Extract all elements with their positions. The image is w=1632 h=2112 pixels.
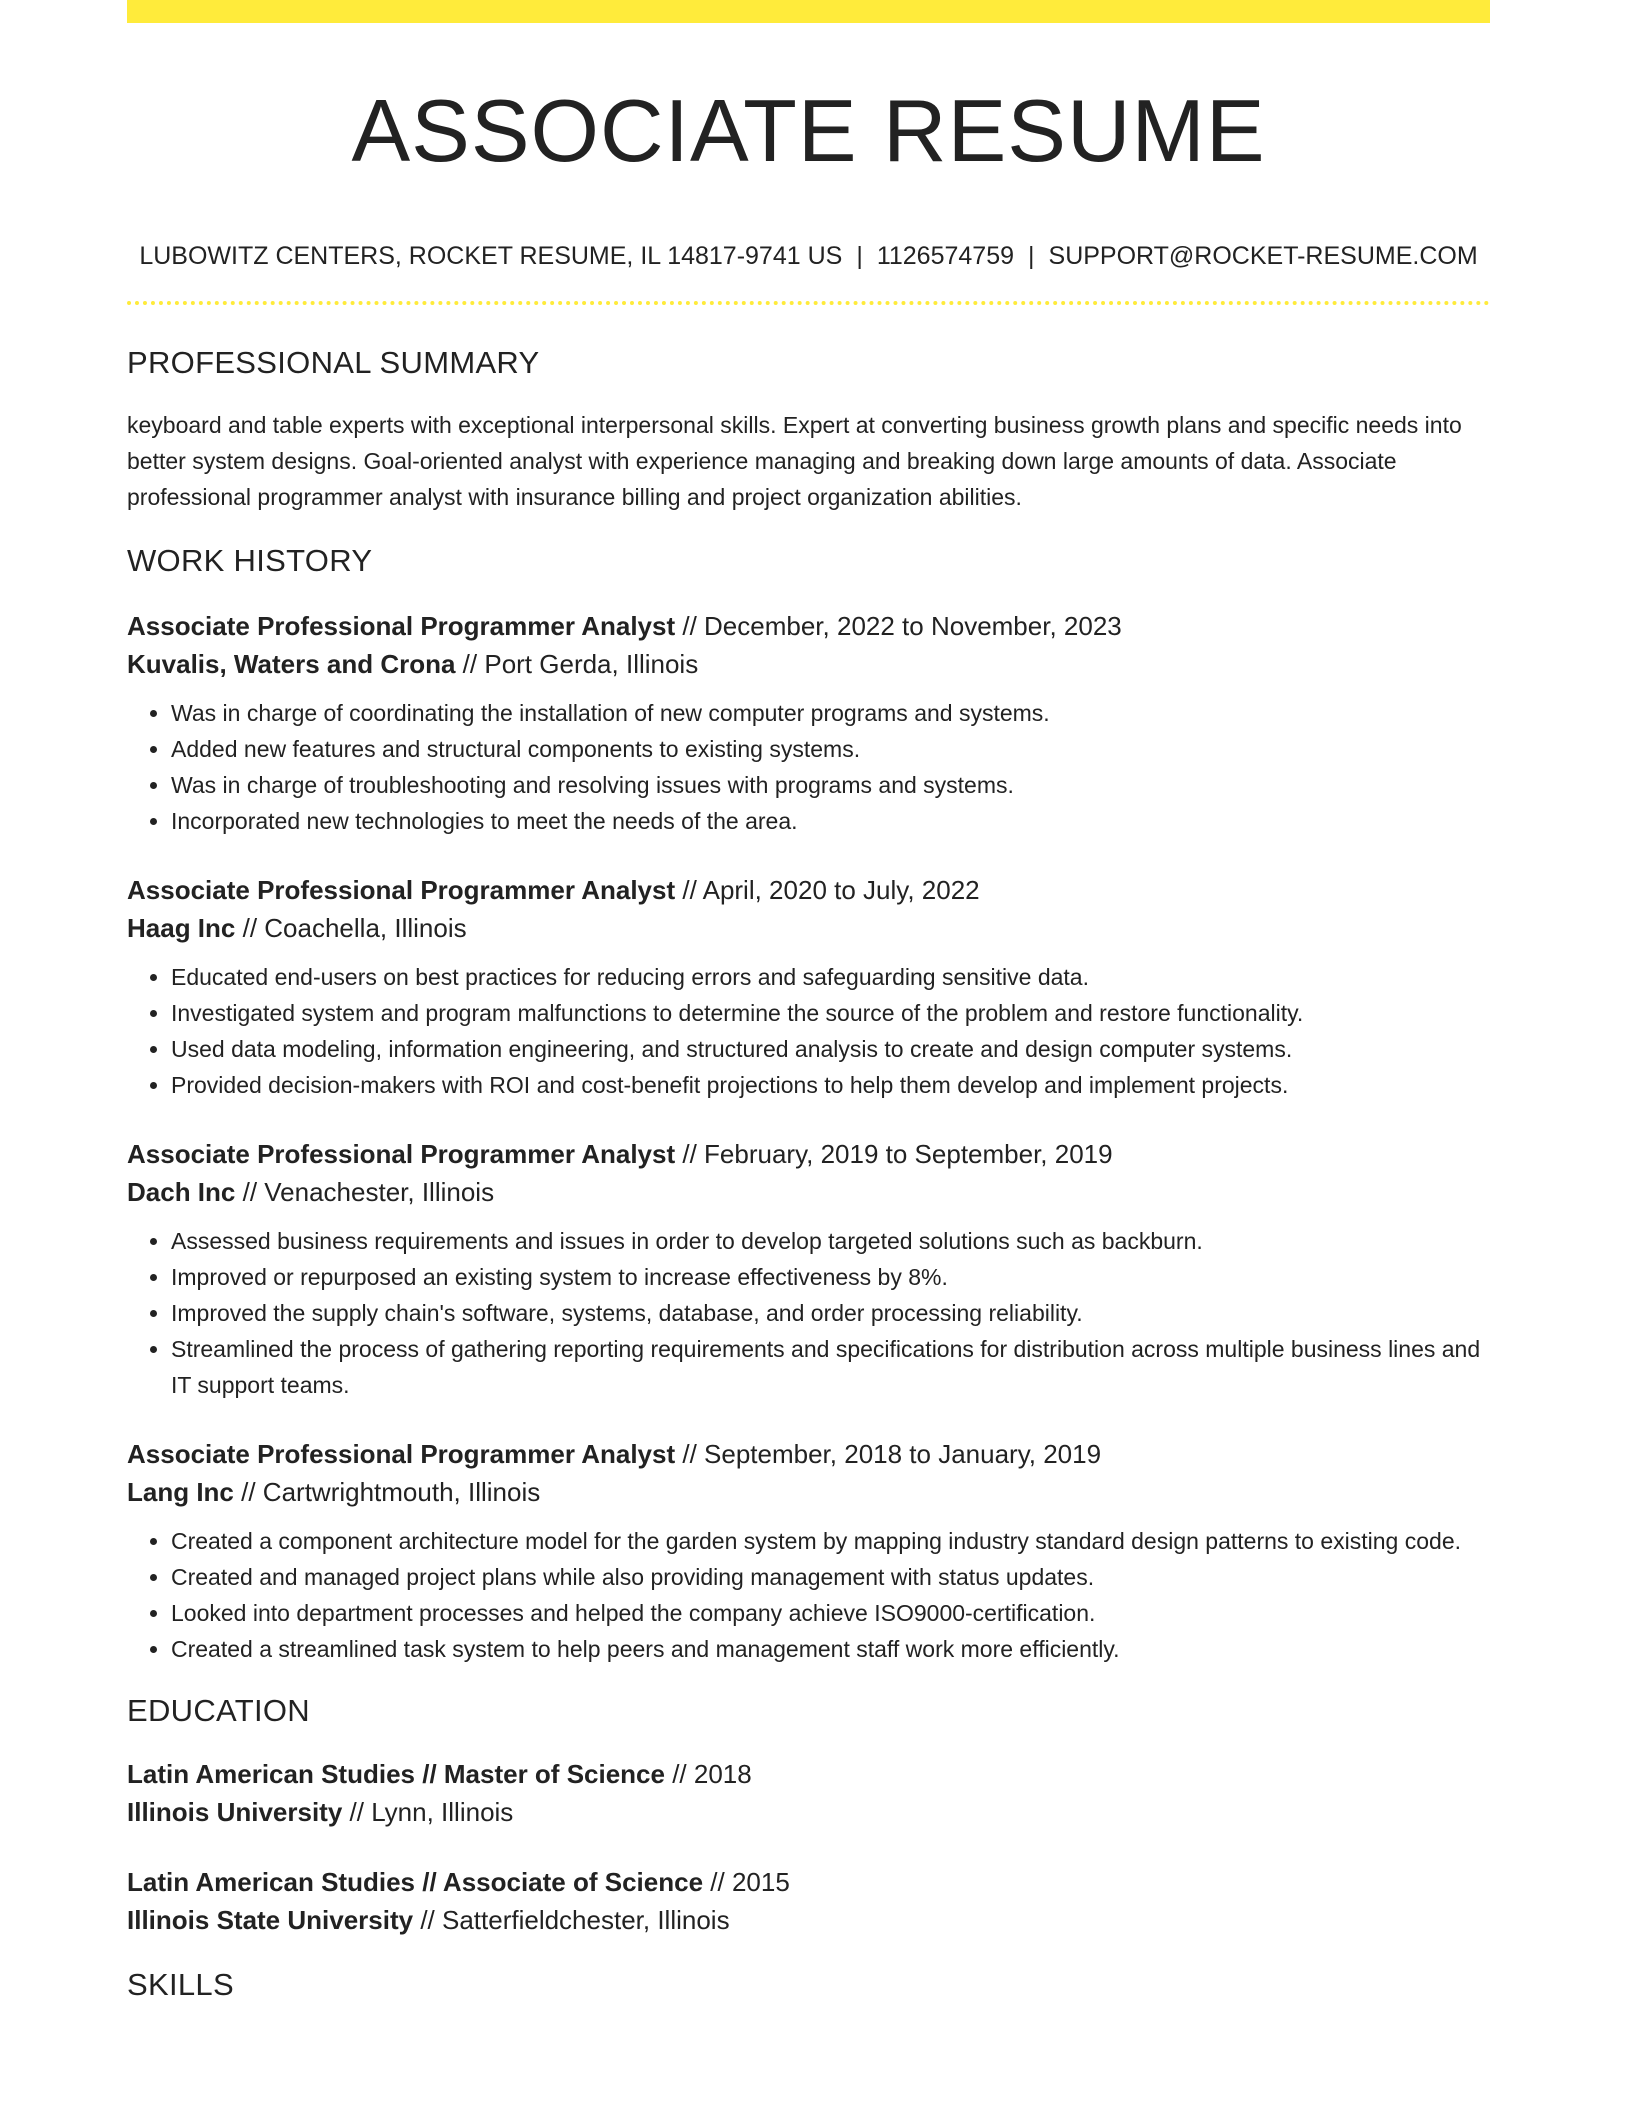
job-entry: [127, 1435, 1490, 1667]
resume-title: ASSOCIATE RESUME: [351, 81, 1266, 180]
job-entry: [127, 1135, 1490, 1403]
job-title-line: [127, 1435, 1490, 1473]
contact-separator: |: [856, 242, 863, 270]
job-company: Kuvalis, Waters and Crona: [127, 649, 456, 679]
job-entry: [127, 607, 1490, 839]
education-year: // 2018: [664, 1759, 752, 1789]
contact-email: SUPPORT@ROCKET-RESUME.COM: [1048, 242, 1478, 270]
job-title-line: [127, 607, 1490, 645]
summary-heading: PROFESSIONAL SUMMARY: [127, 345, 540, 380]
job-company: Lang Inc: [127, 1477, 234, 1507]
job-company: Haag Inc: [127, 913, 236, 943]
job-title-line: [127, 1135, 1490, 1173]
contact-line: [127, 236, 1490, 276]
education-location: // Lynn, Illinois: [342, 1797, 514, 1827]
contact-separator: |: [1028, 242, 1035, 270]
education-entry: [127, 1755, 1490, 1831]
job-entry: [127, 871, 1490, 1103]
education-school: Illinois State University: [127, 1905, 414, 1935]
education-school-line: [127, 1901, 1490, 1939]
contact-phone: 1126574759: [876, 242, 1015, 270]
job-bullet: • Was in charge of troubleshooting and resolving issues with programs and systems.: [171, 767, 1490, 803]
job-company-line: [127, 909, 1490, 947]
education-heading: EDUCATION: [127, 1693, 310, 1728]
education-location: // Satterfieldchester, Illinois: [413, 1905, 730, 1935]
job-dates: // September, 2018 to January, 2019: [675, 1439, 1102, 1469]
job-company-line: [127, 1173, 1490, 1211]
job-dates: // February, 2019 to September, 2019: [675, 1139, 1113, 1169]
job-role: Associate Professional Programmer Analyst: [127, 1439, 676, 1469]
job-bullet: • Streamlined the process of gathering reporting requirements and specifications for distribution across multiple business lines and IT support teams.: [171, 1331, 1490, 1403]
job-role: Associate Professional Programmer Analyst: [127, 1139, 676, 1169]
job-company-line: [127, 645, 1490, 683]
job-bullet: • Investigated system and program malfunctions to determine the source of the problem and restore functionality.: [171, 995, 1490, 1031]
resume-content: [127, 0, 1490, 2005]
education-school-line: [127, 1793, 1490, 1831]
job-bullet: • Incorporated new technologies to meet the needs of the area.: [171, 803, 1490, 839]
job-company-line: [127, 1473, 1490, 1511]
job-location: // Coachella, Illinois: [235, 913, 467, 943]
job-dates: // December, 2022 to November, 2023: [675, 611, 1122, 641]
job-bullets: [127, 695, 1490, 839]
job-bullets: [127, 1523, 1490, 1667]
education-degree-line: [127, 1755, 1490, 1793]
job-bullets: [127, 1223, 1490, 1403]
job-location: // Port Gerda, Illinois: [455, 649, 699, 679]
summary-text: keyboard and table experts with exceptional interpersonal skills. Expert at converting business growth plans and specific needs into better system designs. Goal-oriented analyst with experience managing and breaking down large amounts of data. Associate professional programmer analyst with insurance billing and project organization abilities.: [127, 412, 1462, 510]
contact-address: LUBOWITZ CENTERS, ROCKET RESUME, IL 14817-9741 US: [139, 242, 843, 270]
work-history-heading: WORK HISTORY: [127, 543, 373, 578]
job-bullet: • Added new features and structural components to existing systems.: [171, 731, 1490, 767]
job-dates: // April, 2020 to July, 2022: [675, 875, 980, 905]
education-entry: [127, 1863, 1490, 1939]
job-location: // Cartwrightmouth, Illinois: [233, 1477, 541, 1507]
job-bullet: • Created and managed project plans while also providing management with status updates.: [171, 1559, 1490, 1595]
dotted-divider: [127, 301, 1490, 305]
job-bullet: • Provided decision-makers with ROI and cost-benefit projections to help them develop and implement projects.: [171, 1067, 1490, 1103]
job-bullet: • Improved or repurposed an existing system to increase effectiveness by 8%.: [171, 1259, 1490, 1295]
job-bullet: • Improved the supply chain's software, systems, database, and order processing reliability.: [171, 1295, 1490, 1331]
job-bullet: • Educated end-users on best practices for reducing errors and safeguarding sensitive data.: [171, 959, 1490, 995]
education-year: // 2015: [703, 1867, 790, 1897]
education-degree: Latin American Studies // Master of Science: [127, 1759, 665, 1789]
skills-heading: SKILLS: [127, 1967, 234, 2002]
job-bullet: • Assessed business requirements and issues in order to develop targeted solutions such as backburn.: [171, 1223, 1490, 1259]
job-bullet: • Created a component architecture model for the garden system by mapping industry standard design patterns to existing code.: [171, 1523, 1490, 1559]
education-degree: Latin American Studies // Associate of Science: [127, 1867, 704, 1897]
job-bullet: • Used data modeling, information engineering, and structured analysis to create and design computer systems.: [171, 1031, 1490, 1067]
job-bullet: • Looked into department processes and helped the company achieve ISO9000-certification.: [171, 1595, 1490, 1631]
job-title-line: [127, 871, 1490, 909]
job-role: Associate Professional Programmer Analyst: [127, 875, 676, 905]
job-bullets: [127, 959, 1490, 1103]
job-role: Associate Professional Programmer Analyst: [127, 611, 676, 641]
job-location: // Venachester, Illinois: [235, 1177, 495, 1207]
job-company: Dach Inc: [127, 1177, 236, 1207]
job-bullet: • Was in charge of coordinating the installation of new computer programs and systems.: [171, 695, 1490, 731]
education-school: Illinois University: [127, 1797, 343, 1827]
job-bullet: • Created a streamlined task system to help peers and management staff work more efficiently.: [171, 1631, 1490, 1667]
education-degree-line: [127, 1863, 1490, 1901]
